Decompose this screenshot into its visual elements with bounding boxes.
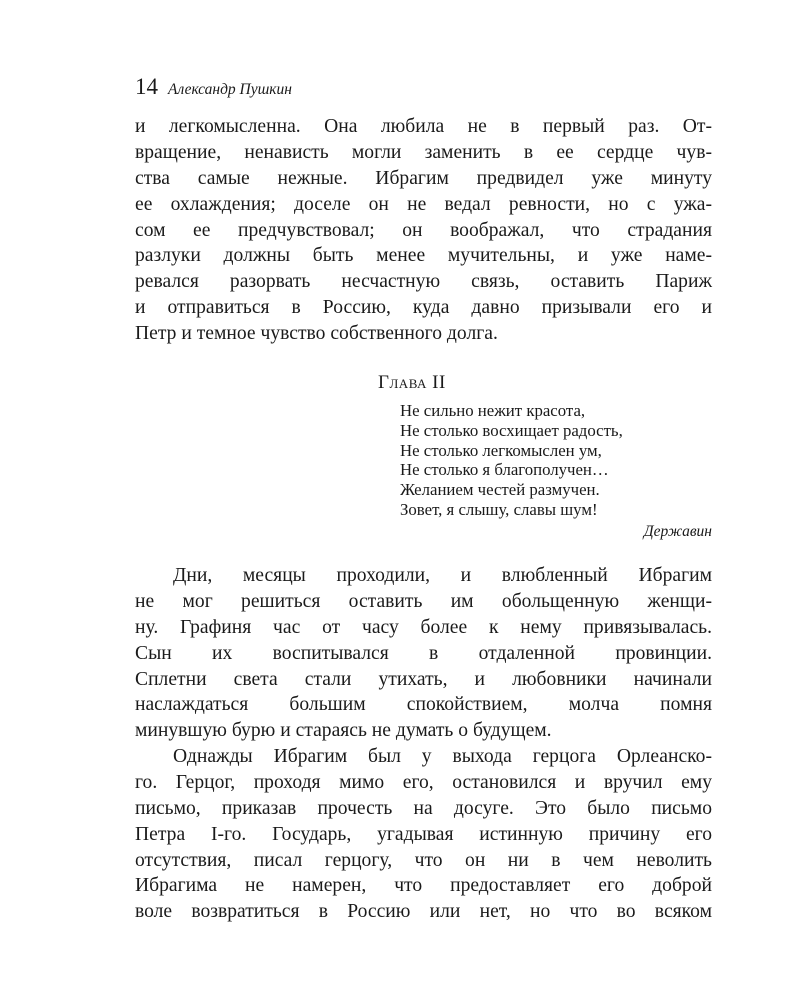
epigraph-attribution: Державин <box>643 523 712 540</box>
text-line: Сплетни света стали утихать, и любовники начинали <box>135 668 712 690</box>
text-line: письмо, приказав прочесть на досуге. Это было письмо <box>135 797 712 819</box>
text-line: Сын их воспитывался в отдаленной провинции. <box>135 642 712 664</box>
text-line: сом ее предчувствовал; он воображал, что страдания <box>135 219 712 241</box>
text-line: Ибрагима не намерен, что предоставляет его доброй <box>135 875 712 897</box>
text-line: и отправиться в Россию, куда давно призывали его и <box>135 297 712 319</box>
running-header-author: Александр Пушкин <box>168 81 292 98</box>
epigraph-line: Не столько легкомыслен ум, <box>400 440 602 460</box>
text-line: воле возвратиться в Россию или нет, но что во всяком <box>135 901 712 923</box>
text-line: не мог решиться оставить им обольщенную женщи- <box>135 590 712 612</box>
epigraph <box>400 401 623 520</box>
text-line: отсутствия, писал герцогу, что он ни в чем неволить <box>135 849 712 871</box>
text-line: ее охлаждения; доселе он не ведал ревности, но с ужа- <box>135 193 712 215</box>
text-line: наслаждаться большим спокойствием, молча помня <box>135 694 712 716</box>
paragraph-1 <box>135 114 712 347</box>
epigraph-line: Не сильно нежит красота, <box>400 401 586 420</box>
text-line: и легкомысленна. Она любила не в первый раз. От- <box>135 116 712 137</box>
text-line: ну. Графиня час от часу более к нему привязывалась. <box>135 616 712 638</box>
text-line: разлуки должны быть менее мучительны, и уже наме- <box>135 245 712 267</box>
text-line: го. Герцог, проходя мимо его, остановился и вручил ему <box>135 771 712 793</box>
text-line: Дни, месяцы проходили, и влюбленный Ибрагим <box>173 565 712 586</box>
text-line: Петр и темное чувство собственного долга. <box>135 323 498 345</box>
chapter-title: Глава II <box>378 372 446 393</box>
text-line: Петра I-го. Государь, угадывая истинную причину его <box>135 823 712 845</box>
epigraph-line: Не столько я благополучен… <box>400 460 609 480</box>
text-line: вращение, ненависть могли заменить в ее сердце чув- <box>135 141 712 163</box>
paragraph-3 <box>135 744 712 925</box>
paragraph-2 <box>135 563 712 744</box>
text-line: минувшую бурю и стараясь не думать о будущем. <box>135 720 552 742</box>
text-line: ства самые нежные. Ибрагим предвидел уже минуту <box>135 167 712 189</box>
page-number: 14 <box>135 74 158 99</box>
text-line: ревался разорвать несчастную связь, оставить Париж <box>135 271 712 293</box>
epigraph-line: Зовет, я слышу, славы шум! <box>400 499 598 519</box>
epigraph-line: Не столько восхищает радость, <box>400 420 623 440</box>
text-line: Однажды Ибрагим был у выхода герцога Орлеанско- <box>173 746 712 767</box>
epigraph-line: Желанием честей размучен. <box>400 480 600 500</box>
running-header <box>135 74 292 100</box>
